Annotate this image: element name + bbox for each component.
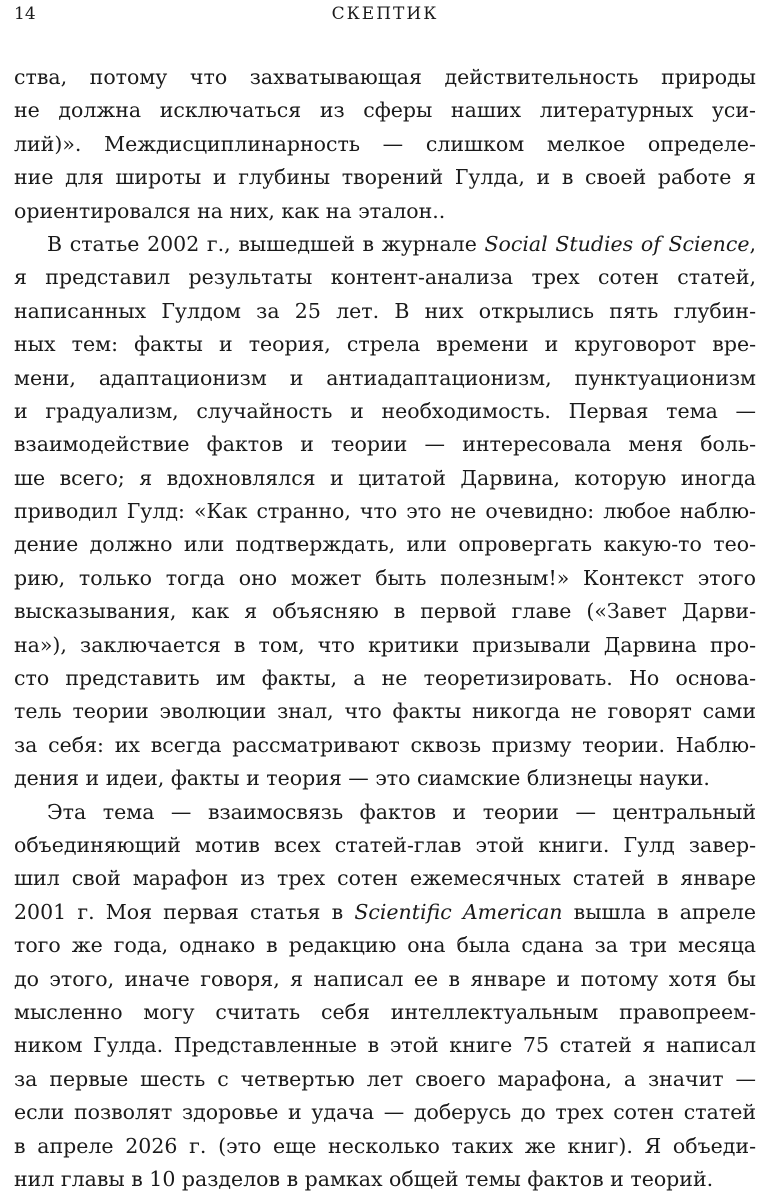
paragraph (14, 228, 756, 796)
text-segment: я представил результаты контент-анализа трех сотен статей, (14, 265, 756, 290)
text-segment: на»), заключается в том, что критики призывали Дарвина про- (14, 632, 756, 657)
text-segment: дения и идеи, факты и теория — это сиамские близнецы науки. (14, 766, 710, 791)
text-segment: ние для широты и глубины творений Гулда, и в своей работе я (14, 165, 756, 190)
text-line (14, 428, 756, 461)
italic-title: Social Studies of Science (484, 231, 750, 256)
text-segment: высказывания, как я объясняю в первой главе («Завет Дарви- (14, 599, 756, 624)
text-line (14, 1063, 756, 1096)
text-segment: до этого, иначе говоря, я написал ее в январе и потому хотя бы (14, 966, 756, 991)
text-segment: нил главы в 10 разделов в рамках общей темы фактов и теорий. (14, 1166, 714, 1191)
text-segment: если позволят здоровье и удача — доберусь до трех сотен статей (14, 1100, 756, 1125)
text-line (14, 695, 756, 728)
text-segment: лий)». Междисциплинарность — слишком мелкое определе- (14, 131, 756, 156)
text-line (14, 395, 756, 428)
text-line (14, 228, 756, 261)
text-line (14, 495, 756, 528)
text-segment: того же года, однако в редакцию она была сдана за три месяца (14, 933, 756, 958)
text-line (14, 462, 756, 495)
text-segment: шил свой марафон из трех сотен ежемесячных статей в январе (14, 866, 756, 891)
text-line (14, 61, 756, 94)
text-segment: написанных Гулдом за 25 лет. В них открылись пять глубин- (14, 298, 756, 323)
text-segment: мени, адаптационизм и антиадаптационизм, пунктуационизм (14, 365, 756, 390)
text-segment: тель теории эволюции знал, что факты никогда не говорят сами (14, 699, 756, 724)
text-line (14, 862, 756, 895)
text-segment: мысленно могу считать себя интеллектуальным правопреем- (14, 999, 756, 1024)
text-line (14, 829, 756, 862)
text-segment: взаимодействие фактов и теории — интересовала меня боль- (14, 432, 756, 457)
text-line (14, 996, 756, 1029)
page-header (14, 4, 756, 30)
text-line (14, 1163, 756, 1196)
text-line (14, 1096, 756, 1129)
text-segment: ником Гулда. Представленные в этой книге 75 статей я написал (14, 1033, 756, 1058)
text-line (14, 562, 756, 595)
text-line (14, 1130, 756, 1163)
running-head: СКЕПТИК (331, 4, 439, 24)
text-segment: за себя: их всегда рассматривают сквозь призму теории. Наблю- (14, 732, 756, 757)
text-segment: в апреле 2026 г. (это еще несколько таких же книг). Я объеди- (14, 1133, 756, 1158)
paragraph (14, 61, 756, 228)
italic-title: Scientific American (354, 899, 563, 924)
text-segment: , (749, 231, 757, 256)
text-line (14, 94, 756, 127)
text-segment: 2001 г. Моя первая статья в (14, 899, 355, 924)
text-segment: рию, только тогда оно может быть полезным!» Контекст этого (14, 565, 756, 590)
text-line (14, 729, 756, 762)
text-segment: В статье 2002 г., вышедшей в журнале (47, 231, 485, 256)
text-line (14, 929, 756, 962)
text-segment: сто представить им факты, а не теоретизировать. Но основа- (14, 666, 756, 691)
text-line (14, 595, 756, 628)
text-segment: не должна исключаться из сферы наших литературных уси- (14, 98, 756, 123)
text-segment: объединяющий мотив всех статей-глав этой книги. Гулд завер- (14, 832, 756, 857)
text-line (14, 261, 756, 294)
text-line (14, 195, 756, 228)
text-line (14, 629, 756, 662)
text-segment: вышла в апреле (562, 899, 756, 924)
text-segment: дение должно или подтверждать, или опровергать какую-то тео- (14, 532, 756, 557)
text-line (14, 161, 756, 194)
paragraph (14, 796, 756, 1197)
text-line (14, 963, 756, 996)
text-line (14, 328, 756, 361)
text-line (14, 362, 756, 395)
text-line (14, 128, 756, 161)
text-line (14, 528, 756, 561)
text-line (14, 896, 756, 929)
text-segment: ше всего; я вдохновлялся и цитатой Дарвина, которую иногда (14, 465, 756, 490)
body-text (14, 61, 756, 1196)
text-segment: за первые шесть с четвертью лет своего марафона, а значит — (14, 1066, 756, 1091)
text-line (14, 1029, 756, 1062)
page-number: 14 (14, 4, 36, 24)
text-segment: Эта тема — взаимосвязь фактов и теории — центральный (47, 799, 756, 824)
text-line (14, 796, 756, 829)
text-line (14, 295, 756, 328)
text-segment: ориентировался на них, как на эталон.. (14, 198, 446, 223)
text-segment: ных тем: факты и теория, стрела времени и круговорот вре- (14, 332, 756, 357)
text-line (14, 762, 756, 795)
text-segment: и градуализм, случайность и необходимость. Первая тема — (14, 398, 756, 423)
text-line (14, 662, 756, 695)
text-segment: ства, потому что захватывающая действительность природы (14, 65, 756, 89)
text-segment: приводил Гулд: «Как странно, что это не очевидно: любое наблю- (14, 499, 756, 524)
